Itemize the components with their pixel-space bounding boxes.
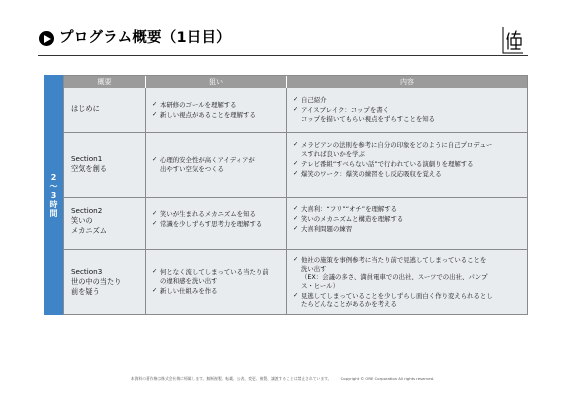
list-item: ✓ 見逃してしまっていることを少しずらし面白く作り変えられるとし たらどんなことがあるかを考える bbox=[293, 292, 493, 309]
list-item: ✓ 大喜利：“フリ”“オチ”を理解する bbox=[293, 205, 403, 214]
list-item: ✓ 心理的安全性が高くアイディアが 出やすい空気をつくる bbox=[152, 156, 255, 173]
row-category: Section1 空気を創る bbox=[71, 154, 107, 173]
page-title: プログラム概要（1日目） bbox=[59, 30, 231, 46]
list-item: ✓ 大喜利問題の練習 bbox=[293, 225, 403, 234]
content-list bbox=[293, 141, 492, 180]
aims-list bbox=[152, 268, 269, 297]
duration-label: 2 〜 3 時 間 bbox=[49, 172, 58, 218]
header-category: 概要 bbox=[64, 76, 145, 88]
list-item: ✓ メラビアンの法則を参考に自分の印象をどのように自己プロデュー スすれば良いかを学ぶ bbox=[293, 141, 492, 158]
row-divider bbox=[64, 249, 527, 250]
list-item: ✓ 常識を少しずらす思考力を理解する bbox=[152, 220, 262, 229]
content-list bbox=[293, 96, 435, 125]
list-item: ✓ 笑いのメカニズムと構造を理解する bbox=[293, 215, 403, 224]
footer-copyright: Copyright © ORE Corporation All rights reserved. bbox=[340, 376, 435, 381]
header-aims: 狙い bbox=[146, 76, 286, 88]
list-item: ✓ 何となく流してしまっている当たり前 の違和感を洗い出す bbox=[152, 268, 269, 285]
column-divider bbox=[286, 88, 287, 314]
row-category: Section3 世の中の当たり 前を疑う bbox=[71, 267, 122, 296]
column-divider bbox=[145, 88, 146, 314]
list-item: ✓ 他社の施策を事例参考に当たり前で見逃してしまっていることを 洗い出す （EX：会議の多さ、満員電車での出社、スーツでの出社、パンプ ス・ヒール） bbox=[293, 256, 493, 290]
row-divider bbox=[64, 132, 527, 133]
aims-list bbox=[152, 210, 262, 230]
list-item: ✓ アイスブレイク：コップを書く コップを描いてもらい視点をずらすことを知る bbox=[293, 106, 435, 123]
aims-list bbox=[152, 156, 255, 175]
list-item: ✓ 本研修のゴールを理解する bbox=[152, 101, 256, 110]
header-content: 内容 bbox=[287, 76, 527, 88]
play-circle-icon bbox=[39, 31, 54, 46]
content-list bbox=[293, 205, 403, 235]
row-category: Section2 笑いの メカニズム bbox=[71, 206, 107, 235]
content-list bbox=[293, 256, 493, 310]
program-table bbox=[63, 75, 528, 315]
slide-header bbox=[38, 28, 528, 54]
list-item: ✓ 新しい視点があることを理解する bbox=[152, 111, 256, 120]
list-item: ✓ テレビ番組“すべらない話”で行われている演劇りを理解する bbox=[293, 160, 492, 169]
row-category: はじめに bbox=[71, 104, 100, 113]
footer bbox=[0, 376, 565, 382]
list-item: ✓ 爆笑のワーク：爆笑の練習をし反応吸収を覚える bbox=[293, 170, 492, 179]
footer-notice: 本資料の著作権は株式会社梅に帰属します。無断複製、転載、公表、変更、複製、譲渡することは禁止されています。 bbox=[130, 376, 332, 381]
list-item: ✓ 新しい仕組みを作る bbox=[152, 287, 269, 296]
row-divider bbox=[64, 197, 527, 198]
title-divider bbox=[38, 55, 528, 56]
company-logo bbox=[500, 25, 526, 55]
list-item: ✓ 自己紹介 bbox=[293, 96, 435, 105]
list-item: ✓ 笑いが生まれるメカニズムを知る bbox=[152, 210, 262, 219]
aims-list bbox=[152, 101, 256, 121]
